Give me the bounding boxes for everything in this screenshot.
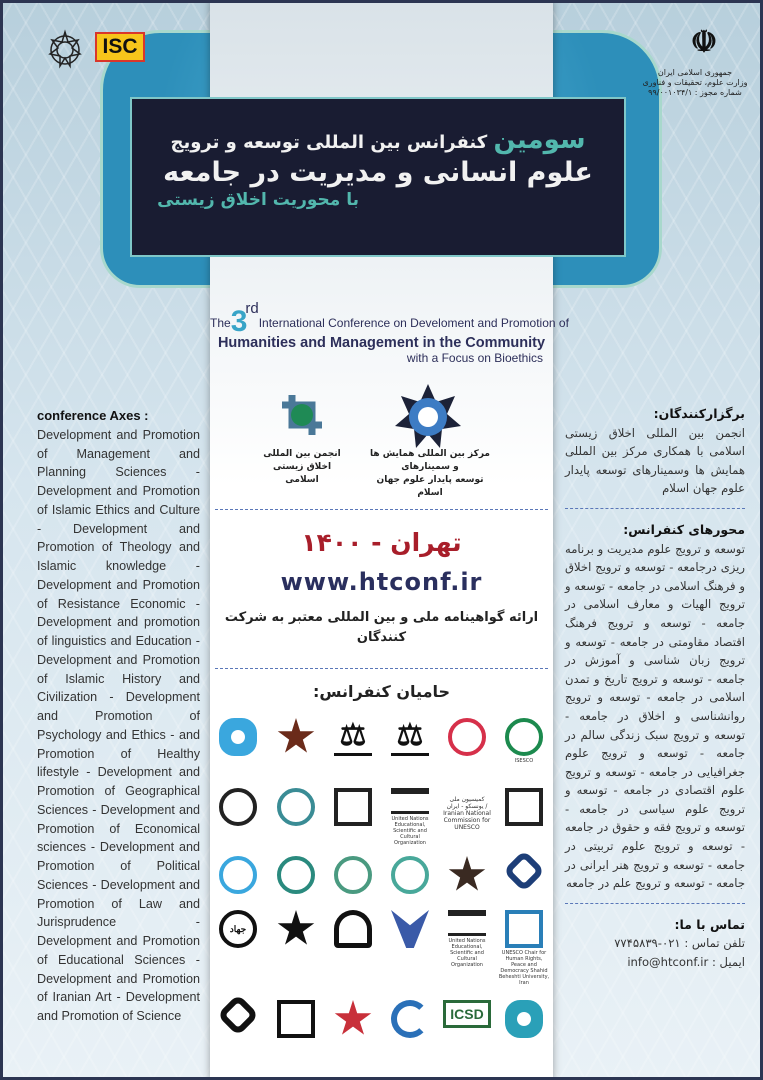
globe-icon	[505, 718, 543, 756]
sponsor-logo	[270, 856, 322, 894]
sponsor-logo	[441, 1000, 493, 1028]
title-line2: علوم انسانی و مدیریت در جامعه	[163, 157, 593, 188]
certificate-note: ارائه گواهینامه ملی و بین المللی معتبر به شرکت کنندگان	[224, 610, 539, 645]
sponsor-logo	[327, 910, 379, 948]
sponsor-logo	[270, 788, 322, 826]
logo-text: جهاد	[229, 923, 247, 934]
isc-logo: ISC	[95, 32, 145, 62]
sponsor-logo	[270, 718, 322, 756]
conference-center-logo	[393, 382, 463, 452]
arch-icon	[334, 910, 372, 948]
axes-fa-body: توسعه و ترویج علوم مدیریت و برنامه ریزی درجامعه - توسعه و ترویج اخلاق و فرهنگ اسلامی در جامعه - توسعه و ترویج الهیات و معارف اسلامی در جامعه - توسعه و ترویج فرهنگ اقتصاد مقاومتی در جامعه - توسعه و ترویج زبان شناسی و آموزش در جامعه - توسعه و ترویج تاریخ و تمدن اسلامی در جامعه - توسعه و ترویج روانشناسی و اخلاق در جامعه - توسعه و ترویج سبک زندگی سالم در جامعه - توسعه و ترویج علوم جغرافیایی در جامعه - توسعه و ترویج علوم اقتصادی در جامعه - توسعه و ترویج علوم سیاسی در جامعه - توسعه و ترویج فقه و حقوق در جامعه - توسعه و ترویج علوم تربیتی در جامعه - توسعه و ترویج هنر ایرانی در جامعه - توسعه و ترویج علم در جامعه	[565, 541, 745, 891]
sponsor-logo	[441, 910, 493, 968]
axes-heading: conference Axes :	[37, 408, 149, 423]
divider	[565, 903, 745, 904]
axes-body: Development and Promotion of Management and Planning Sciences - Development and Promotion of Islamic Ethics and Culture - Development and Promotion of Theology and Islamic knowledge - Development and Promotion of Resistance Economic - Development and promotion of linguistics and Education - Development and Promotion of Islamic History and Civilization - Development and Promotion of Psychology and Ethics - and Promotion of Healthy lifestyle - Development and Promotion of Geographical Sciences - Development and Promotion of Economical sciences - Development and Promotion of Political Sciences - Development and Promotion of Law and Jurisprudence - Development and Promotion of Educational Sciences - Development and Promotion of Iranian Art - Development and Promotion of Science	[37, 427, 200, 1023]
sponsor-logo	[498, 788, 550, 826]
circle-icon	[334, 856, 372, 894]
axes-fa-heading: محورهای کنفرانس:	[623, 521, 745, 537]
sponsor-logo	[327, 856, 379, 894]
knot-icon	[217, 994, 259, 1036]
logo-text: ICSD	[450, 1006, 484, 1022]
sponsor-logo	[498, 1000, 550, 1038]
sponsor-logo	[384, 910, 436, 948]
organizers-heading: برگزارکنندگان:	[653, 406, 745, 421]
sponsor-logo	[212, 1000, 264, 1030]
sponsor-logo	[384, 1000, 436, 1038]
circle-icon	[219, 910, 257, 948]
badge-icon	[443, 1000, 491, 1028]
title-line3: با محوریت اخلاق زیستی	[157, 190, 359, 210]
sponsor-logo	[327, 1000, 379, 1038]
the-word: The	[210, 316, 231, 330]
bioethics-society-logo	[272, 385, 332, 445]
contact-email[interactable]: ایمیل : info@htconf.ir	[627, 955, 745, 970]
sponsor-logo	[270, 1000, 322, 1038]
divider	[215, 668, 548, 669]
english-title	[210, 300, 569, 365]
persian-title-box	[130, 97, 626, 257]
circle-icon	[219, 788, 257, 826]
square-icon	[505, 788, 543, 826]
edition-suffix: rd	[245, 300, 259, 317]
sponsor-logo	[270, 910, 322, 948]
square-icon	[277, 1000, 315, 1038]
sponsor-logo	[212, 788, 264, 826]
logo-caption: ISESCO	[514, 758, 534, 764]
edition-number: 3	[230, 305, 248, 338]
logo-caption: کمیسیون ملی یونسکو - ایران / Iranian National Commission for UNESCO	[443, 796, 491, 831]
info-column-fa	[565, 405, 745, 972]
english-title-line2: Humanities and Management in the Community	[217, 335, 546, 351]
flower-icon	[505, 1000, 543, 1038]
sponsor-logo	[441, 718, 493, 756]
sponsor-logo	[498, 856, 550, 886]
logo-caption: United Nations Educational, Scientific and Cultural Organization	[391, 816, 429, 846]
globe-icon	[219, 856, 257, 894]
title-highlight: سومین	[493, 125, 586, 155]
sponsor-logo	[327, 788, 379, 826]
swirl-icon	[391, 1000, 429, 1038]
english-title-line3: with a Focus on Bioethics	[406, 351, 543, 365]
sponsors-title: حامیان کنفرانس:	[312, 682, 451, 701]
circle-icon	[277, 856, 315, 894]
medical-university-logo	[40, 28, 82, 86]
city-year: تهران - ۱۴۰۰	[301, 528, 462, 557]
contact-heading: تماس با ما:	[674, 916, 745, 932]
star-icon	[277, 910, 315, 948]
square-icon	[505, 910, 543, 948]
knot-icon	[503, 850, 545, 892]
wing-icon	[391, 910, 429, 948]
org-caption-society: انجمن بین المللی اخلاق زیستی اسلامی	[263, 449, 341, 485]
conference-axes-en	[37, 407, 200, 1026]
sponsor-logo	[212, 718, 264, 756]
scales-icon: ⚖	[334, 718, 372, 756]
logo-caption: United Nations Educational, Scientific and Cultural Organization	[448, 938, 486, 968]
divider	[565, 508, 745, 509]
flower-icon	[219, 718, 257, 756]
divider	[215, 509, 548, 510]
sponsor-logo	[212, 910, 264, 948]
star-icon	[334, 1000, 372, 1038]
logo-caption: UNESCO Chair for Human Rights, Peace and Democracy Shahid Beheshti University, Iran	[498, 950, 550, 986]
temple-icon	[448, 910, 486, 936]
sponsor-logo	[498, 718, 550, 764]
title-line1: کنفرانس بین المللی توسعه و ترویج	[170, 132, 488, 153]
organizers-body: انجمن بین المللی اخلاق زیستی اسلامی با همکاری مرکز بین المللی همایش ها وسمینارهای توسعه پایدار علوم جهان اسلام	[565, 425, 745, 496]
sponsor-logo	[441, 788, 493, 831]
circle-icon	[448, 718, 486, 756]
square-icon	[334, 788, 372, 826]
sponsor-logo	[384, 788, 436, 846]
circle-icon	[391, 856, 429, 894]
english-title-line1: International Conference on Develoment and Promotion of	[258, 316, 569, 330]
website-link[interactable]: www.htconf.ir	[280, 568, 483, 596]
sponsor-logo	[384, 718, 436, 756]
iran-emblem-icon: ☫	[690, 25, 718, 60]
star-icon	[277, 718, 315, 756]
scales-icon: ⚖	[391, 718, 429, 756]
star-icon	[448, 856, 486, 894]
org-caption-center: مرکز بین المللی همایش ها و سمینارهای توسعه پایدار علوم جهان اسلام	[369, 449, 490, 498]
temple-icon	[391, 788, 429, 814]
sponsor-logo	[441, 856, 493, 894]
sponsor-logo	[498, 910, 550, 986]
contact-phone: تلفن تماس : ۰۲۱-۷۷۴۵۸۳۹	[614, 936, 745, 951]
circle-icon	[277, 788, 315, 826]
sponsor-logo	[384, 856, 436, 894]
permit-text: جمهوری اسلامی ایران وزارت علوم، تحقیقات و فناوری شماره مجوز : ۹۹/۰۰۱۰۳۴/۱	[642, 68, 748, 97]
sponsor-logo	[327, 718, 379, 756]
sponsor-logo	[212, 856, 264, 894]
